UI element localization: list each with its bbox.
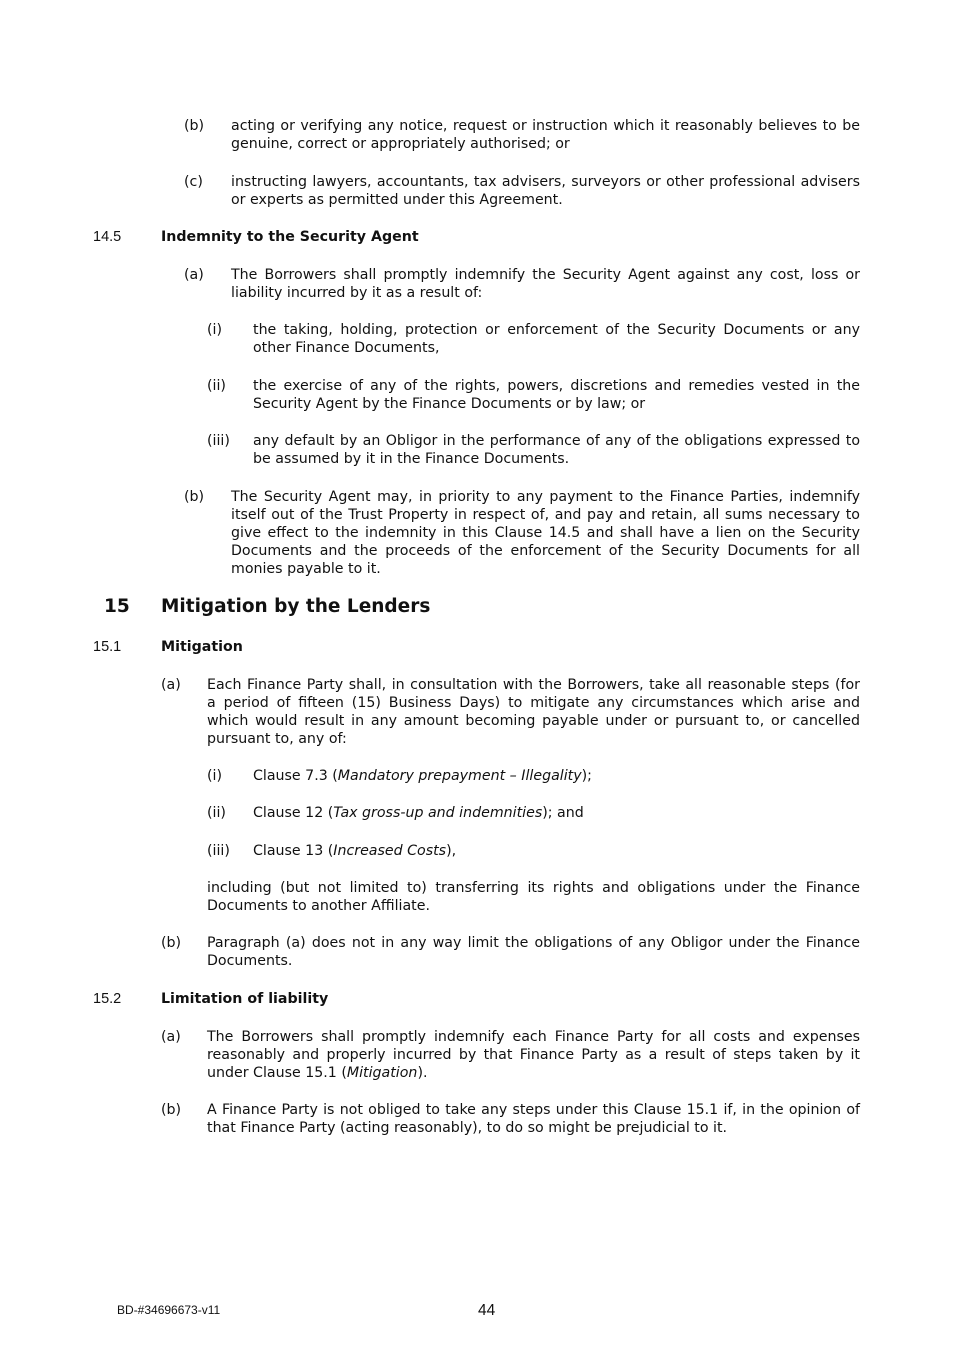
clause-text: A Finance Party is not obliged to take any steps under this Clause 15.1 if, in the opinion of that Finance Party (acting reasonably), to do so might be prejudicial to it. [207, 1102, 860, 1136]
list-label: (b) [184, 118, 205, 134]
clause-text: Paragraph (a) does not in any way limit the obligations of any Obligor under the Finance Documents. [207, 935, 860, 969]
sublist-label: (iii) [207, 433, 230, 449]
clause-text: the taking, holding, protection or enforcement of the Security Documents or any other Finance Documents, [253, 322, 860, 356]
list-label: (b) [161, 935, 182, 951]
clause-text: Each Finance Party shall, in consultation with the Borrowers, take all reasonable steps (for a period of fifteen (15) Business Days) to mitigate any circumstances which arise and which would result in any amount becoming payable under or pursuant to, or cancelled pursuant to, any of: [207, 677, 860, 747]
page-number: 44 [478, 1302, 496, 1319]
section-number: 15 [104, 596, 130, 617]
section-heading: Mitigation by the Lenders [161, 596, 431, 617]
clause-text: including (but not limited to) transferring its rights and obligations under the Finance Documents to another Affiliate. [207, 880, 860, 914]
clause-number: 14.5 [93, 229, 122, 245]
clause-text: The Borrowers shall promptly indemnify each Finance Party for all costs and expenses reasonably and properly incurred by that Finance Party as a result of steps taken by it under Clause 15.1 (Mitigation). [207, 1029, 860, 1081]
clause-heading: Limitation of liability [161, 991, 329, 1007]
clause-number: 15.2 [93, 991, 122, 1007]
clause-number: 15.1 [93, 639, 122, 655]
sublist-label: (i) [207, 768, 223, 784]
list-label: (b) [184, 489, 205, 505]
list-label: (b) [161, 1102, 182, 1118]
sublist-label: (ii) [207, 805, 226, 821]
sublist-label: (iii) [207, 843, 230, 859]
list-label: (c) [184, 174, 203, 190]
clause-heading: Mitigation [161, 639, 243, 655]
clause-heading: Indemnity to the Security Agent [161, 229, 419, 245]
clause-text: instructing lawyers, accountants, tax advisers, surveyors or other professional advisers or experts as permitted under this Agreement. [231, 174, 860, 208]
clause-text: The Security Agent may, in priority to any payment to the Finance Parties, indemnify itself out of the Trust Property in respect of, and pay and retain, all sums necessary to give effect to the indemnity in this Clause 14.5 and shall have a lien on the Security Documents and the proceeds of the enforcement of the Security Documents for all monies payable to it. [231, 489, 860, 577]
sublist-label: (i) [207, 322, 223, 338]
clause-text: The Borrowers shall promptly indemnify the Security Agent against any cost, loss or liability incurred by it as a result of: [231, 267, 860, 301]
sublist-label: (ii) [207, 378, 226, 394]
clause-reference: Clause 13 (Increased Costs), [253, 843, 457, 859]
list-label: (a) [184, 267, 204, 283]
clause-text: the exercise of any of the rights, powers, discretions and remedies vested in the Security Agent by the Finance Documents or by law; or [253, 378, 860, 412]
clause-text: acting or verifying any notice, request or instruction which it reasonably believes to be genuine, correct or appropriately authorised; or [231, 118, 860, 152]
clause-reference: Clause 7.3 (Mandatory prepayment – Illegality); [253, 768, 592, 784]
list-label: (a) [161, 677, 181, 693]
document-reference: BD-#34696673-v11 [117, 1303, 221, 1317]
clause-reference: Clause 12 (Tax gross-up and indemnities); and [253, 805, 584, 821]
list-label: (a) [161, 1029, 181, 1045]
clause-text: any default by an Obligor in the performance of any of the obligations expressed to be assumed by it in the Finance Documents. [253, 433, 860, 467]
